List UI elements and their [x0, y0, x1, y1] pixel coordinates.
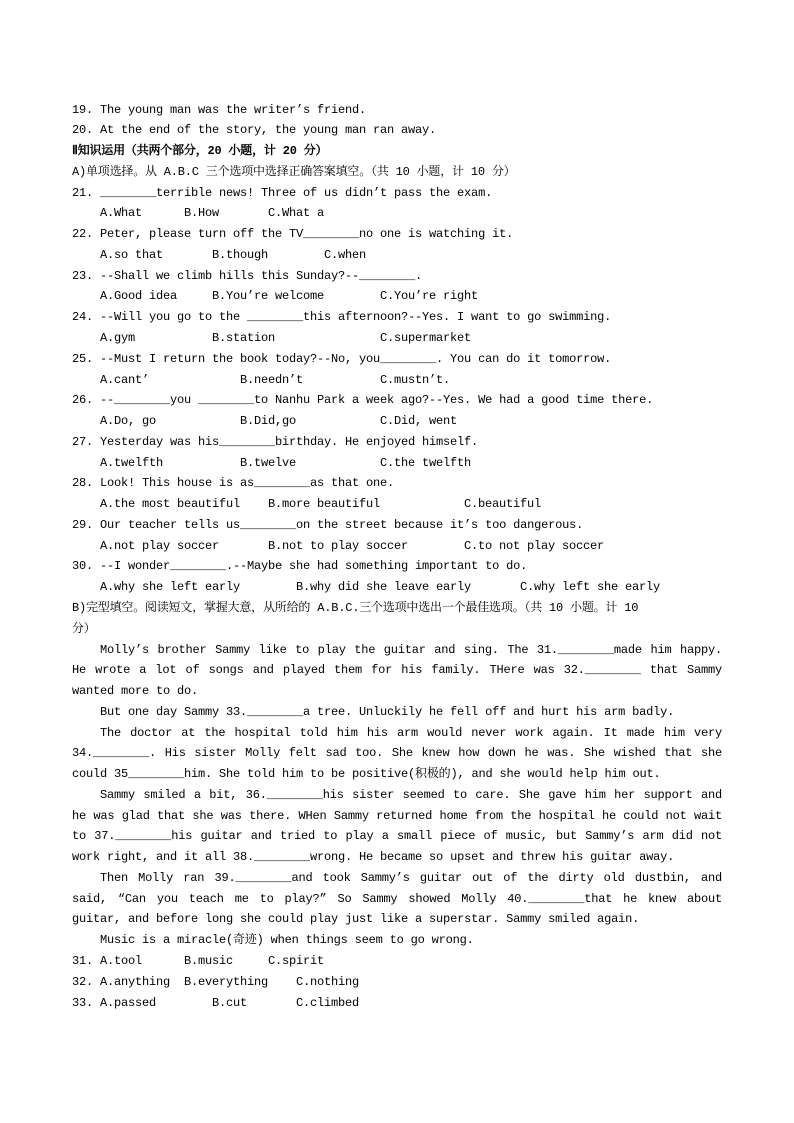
passage-line: But one day Sammy 33.________a tree. Unluckily he fell off and hurt his arm badly.	[100, 704, 675, 719]
question-24	[72, 307, 722, 328]
option-c: C.why left she early	[520, 580, 661, 595]
question-number: 19.	[72, 102, 94, 117]
option-b: B.everything	[184, 974, 269, 989]
cloze-passage	[72, 640, 722, 951]
question-19	[72, 100, 722, 121]
question-28	[72, 473, 722, 494]
option-a: A.passed	[100, 995, 157, 1010]
passage-paragraph-3	[72, 723, 722, 785]
passage-line: The doctor at the hospital told him his arm would never work again. It made him very	[100, 725, 722, 740]
question-number: 26.	[72, 393, 94, 408]
passage-line: Music is a miracle(奇迹) when things seem to go wrong.	[100, 933, 474, 948]
question-number: 27.	[72, 434, 94, 449]
passage-line: to 37.________his guitar and tried to play a small piece of music, but Sammy’s arm did not	[72, 829, 722, 844]
passage-paragraph-4	[72, 785, 722, 868]
question-number: 21.	[72, 185, 94, 200]
option-b: B.why did she leave early	[296, 580, 472, 595]
question-number: 23.	[72, 268, 94, 283]
question-stem: --Will you go to the ________this afternoon?--Yes. I want to go swimming.	[100, 310, 612, 325]
question-stem: Our teacher tells us________on the street because it’s too dangerous.	[100, 517, 584, 532]
question-27-options	[72, 453, 722, 474]
option-a: A.tool	[100, 953, 143, 968]
question-number: 29.	[72, 517, 94, 532]
question-stem: --Shall we climb hills this Sunday?--________.	[100, 268, 423, 283]
passage-paragraph-5	[72, 868, 722, 930]
question-26	[72, 390, 722, 411]
question-number: 33.	[72, 995, 94, 1010]
option-c: C.Did, went	[380, 414, 458, 429]
option-a: A.Do, go	[100, 414, 157, 429]
option-c: C.nothing	[296, 974, 360, 989]
question-stem: ________terrible news! Three of us didn’t pass the exam.	[100, 185, 493, 200]
question-stem: --________you ________to Nanhu Park a week ago?--Yes. We had a good time there.	[100, 393, 654, 408]
question-number: 22.	[72, 227, 94, 242]
question-33	[72, 993, 722, 1014]
passage-line: wanted more to do.	[72, 684, 199, 699]
option-c: C.supermarket	[380, 331, 472, 346]
option-b: B.not to play soccer	[268, 538, 409, 553]
option-a: A.so that	[100, 247, 164, 262]
passage-paragraph-6	[72, 930, 722, 951]
question-number: 31.	[72, 953, 94, 968]
passage-line: Sammy smiled a bit, 36.________his sister seemed to care. She gave him her support and	[100, 787, 722, 802]
option-b: B.Did,go	[240, 414, 297, 429]
question-28-options	[72, 494, 722, 515]
option-c: C.What a	[268, 206, 325, 221]
option-b: B.station	[212, 331, 276, 346]
option-a: A.cant’	[100, 372, 150, 387]
passage-line: guitar, and before long she could play just like a superstar. Sammy smiled again.	[72, 912, 640, 927]
question-25-options	[72, 370, 722, 391]
question-30	[72, 556, 722, 577]
option-c: C.climbed	[296, 995, 360, 1010]
passage-line: Molly’s brother Sammy like to play the guitar and sing. The 31.________made him happy.	[100, 642, 722, 657]
option-b: B.You’re welcome	[212, 289, 325, 304]
option-b: B.twelve	[240, 455, 297, 470]
option-b: B.needn’t	[240, 372, 304, 387]
question-stem: --Must I return the book today?--No, you________. You can do it tomorrow.	[100, 351, 612, 366]
question-26-options	[72, 411, 722, 432]
question-27	[72, 432, 722, 453]
passage-paragraph-2	[72, 702, 722, 723]
question-number: 20.	[72, 123, 94, 138]
passage-line: work right, and it all 38.________wrong. He became so upset and threw his guitar away.	[72, 850, 675, 865]
question-30-options	[72, 577, 722, 598]
passage-line: He wrote a lot of songs and played them for his family. THere was 32.________ that Sammy	[72, 663, 722, 678]
question-29	[72, 515, 722, 536]
option-c: C.the twelfth	[380, 455, 472, 470]
passage-line: could 35________him. She told him to be positive(积极的), and she would help him out.	[72, 767, 661, 782]
question-21	[72, 183, 722, 204]
question-20	[72, 120, 722, 141]
question-stem: Yesterday was his________birthday. He enjoyed himself.	[100, 434, 479, 449]
question-29-options	[72, 536, 722, 557]
option-b: B.music	[184, 953, 234, 968]
section-2-title: Ⅱ知识运用（共两个部分，20 小题，计 20 分）	[72, 144, 328, 159]
passage-line: he was glad that she was there. WHen Sammy returned home from the hospital he could not wait	[72, 808, 722, 823]
question-23	[72, 266, 722, 287]
passage-paragraph-1	[72, 640, 722, 702]
option-c: C.spirit	[268, 953, 325, 968]
option-b: B.How	[184, 206, 220, 221]
question-number: 30.	[72, 559, 94, 574]
question-number: 28.	[72, 476, 94, 491]
option-a: A.gym	[100, 331, 136, 346]
part-b-instruction-cont: 分）	[72, 621, 96, 636]
option-b: B.though	[212, 247, 269, 262]
question-22	[72, 224, 722, 245]
passage-line: Then Molly ran 39.________and took Sammy’s guitar out of the dirty old dustbin, and	[100, 870, 722, 885]
option-b: B.more beautiful	[268, 497, 381, 512]
question-text: The young man was the writer’s friend.	[100, 102, 367, 117]
question-31	[72, 951, 722, 972]
question-stem: Look! This house is as________as that one.	[100, 476, 395, 491]
question-22-options	[72, 245, 722, 266]
option-a: A.why she left early	[100, 580, 241, 595]
question-text: At the end of the story, the young man ran away.	[100, 123, 437, 138]
option-c: C.beautiful	[464, 497, 542, 512]
part-b-instruction: B)完型填空。阅读短文，掌握大意，从所给的 A.B.C.三个选项中选出一个最佳选项。（共 10 小题。计 10	[72, 600, 639, 615]
question-stem: --I wonder________.--Maybe she had something important to do.	[100, 559, 528, 574]
passage-line: 34.________. His sister Molly felt sad too. She knew how down he was. She wished that she	[72, 746, 722, 761]
question-number: 32.	[72, 974, 94, 989]
option-c: C.to not play soccer	[464, 538, 605, 553]
option-a: A.anything	[100, 974, 171, 989]
question-number: 25.	[72, 351, 94, 366]
option-a: A.the most beautiful	[100, 497, 241, 512]
question-25	[72, 349, 722, 370]
option-a: A.twelfth	[100, 455, 164, 470]
option-c: C.You’re right	[380, 289, 479, 304]
option-a: A.not play soccer	[100, 538, 220, 553]
question-32	[72, 972, 722, 993]
question-number: 24.	[72, 310, 94, 325]
question-23-options	[72, 286, 722, 307]
question-24-options	[72, 328, 722, 349]
option-c: C.mustn’t.	[380, 372, 451, 387]
option-c: C.when	[324, 247, 367, 262]
option-b: B.cut	[212, 995, 248, 1010]
question-stem: Peter, please turn off the TV________no one is watching it.	[100, 227, 514, 242]
option-a: A.Good idea	[100, 289, 178, 304]
option-a: A.What	[100, 206, 143, 221]
question-21-options	[72, 203, 722, 224]
passage-line: said, “Can you teach me to play?” So Sammy showed Molly 40.________that he knew about	[72, 891, 722, 906]
part-a-instruction: A)单项选择。从 A.B.C 三个选项中选择正确答案填空。（共 10 小题，计 10 分）	[72, 164, 516, 179]
